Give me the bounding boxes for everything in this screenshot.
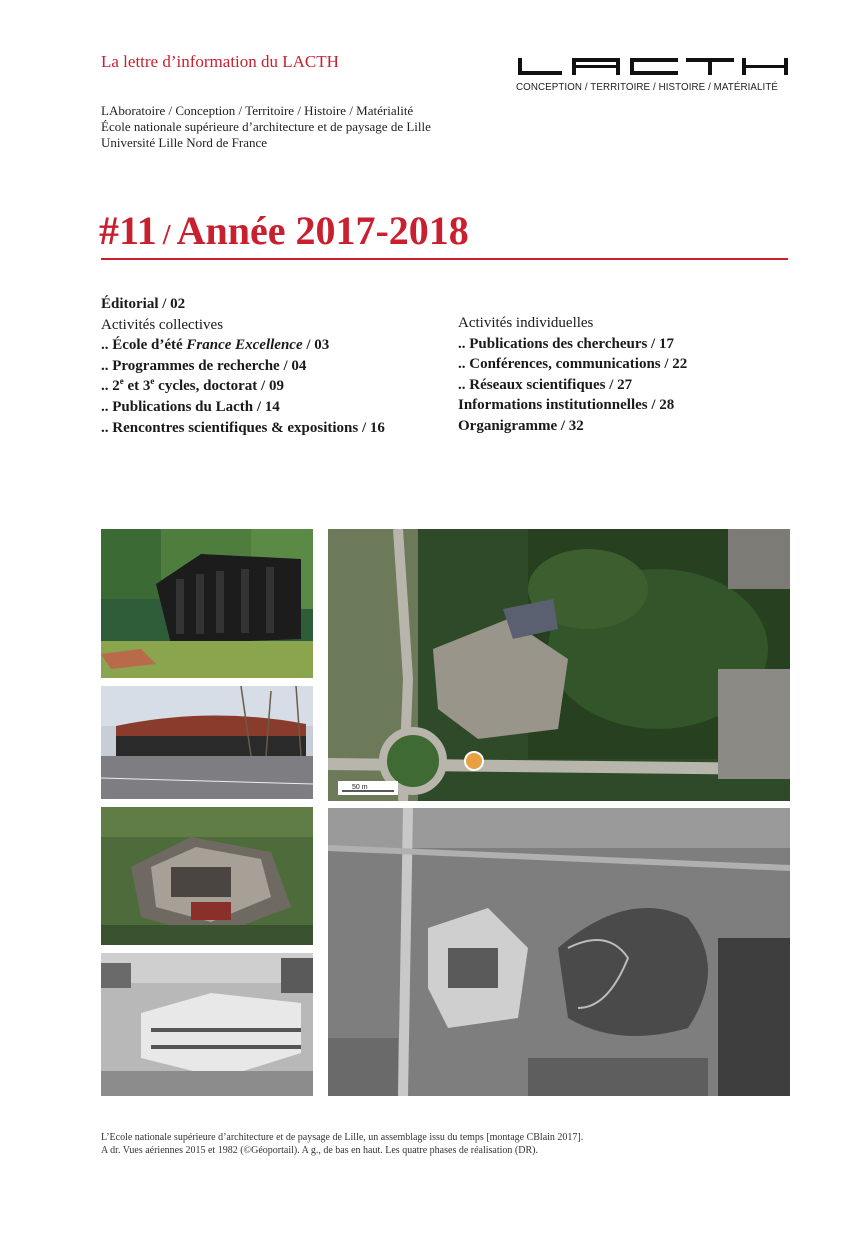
toc-item-scientific-meetings[interactable]: .. Rencontres scientifiques & expositions / 16 xyxy=(101,419,385,436)
issue-number: #11 xyxy=(99,208,157,253)
toc-item-networks[interactable]: .. Réseaux scientifiques / 27 xyxy=(458,376,633,393)
affiliation-line-university: Université Lille Nord de France xyxy=(101,135,268,150)
toc-collective-heading: Activités collectives xyxy=(101,316,224,333)
toc-editorial[interactable]: Éditorial / 02 xyxy=(101,296,186,312)
logo-subtitle: CONCEPTION / TERRITOIRE / HISTOIRE / MATÉRIALITÉ xyxy=(516,81,779,93)
toc-organigram[interactable]: Organigramme / 32 xyxy=(458,417,584,434)
photo-black-building xyxy=(101,529,313,678)
affiliation-line-lab: LAboratoire / Conception / Territoire / Histoire / Matérialité xyxy=(101,103,414,118)
caption-line-2: A dr. Vues aériennes 2015 et 1982 (©Géoportail). A g., de bas en haut. Les quatre phases de réalisation (DR). xyxy=(101,1145,538,1156)
toc-institutional[interactable]: Informations institutionnelles / 28 xyxy=(458,397,675,414)
aerial-view-2015 xyxy=(328,529,790,801)
issue-year: Année 2017-2018 xyxy=(176,208,469,253)
toc-item-conferences[interactable]: .. Conférences, communications / 22 xyxy=(458,356,688,373)
issue-title xyxy=(99,207,469,254)
scale-label: 50 m xyxy=(352,784,368,791)
newsletter-title: La lettre d’information du LACTH xyxy=(101,52,339,71)
affiliation-line-school: École nationale supérieure d’architecture et de paysage de Lille xyxy=(101,119,431,134)
photo-historic-building xyxy=(101,953,313,1096)
caption-line-1: L’Ecole nationale supérieure d’architecture et de paysage de Lille, un assemblage issu du temps [montage CBlain 2017]. xyxy=(101,1132,584,1143)
toc-individual-heading: Activités individuelles xyxy=(458,315,594,331)
toc-item-doctorate[interactable]: .. 2e et 3e cycles, doctorat / 09 xyxy=(101,376,284,395)
title-rule xyxy=(101,258,788,260)
affiliation-block xyxy=(101,103,431,151)
toc-item-summer-school[interactable]: .. École d’été France Excellence / 03 xyxy=(101,337,330,354)
photo-brick-building xyxy=(101,686,313,799)
issue-separator: / xyxy=(162,220,171,251)
figure-caption xyxy=(101,1131,583,1157)
toc-item-researcher-publications[interactable]: .. Publications des chercheurs / 17 xyxy=(458,335,674,352)
toc-item-lab-publications[interactable]: .. Publications du Lacth / 14 xyxy=(101,398,280,415)
toc-item-research-programs[interactable]: .. Programmes de recherche / 04 xyxy=(101,357,307,374)
toc-right-column xyxy=(458,313,687,437)
aerial-view-1982 xyxy=(328,808,790,1096)
toc-left-column xyxy=(101,294,385,438)
photo-aerial-building xyxy=(101,807,313,945)
